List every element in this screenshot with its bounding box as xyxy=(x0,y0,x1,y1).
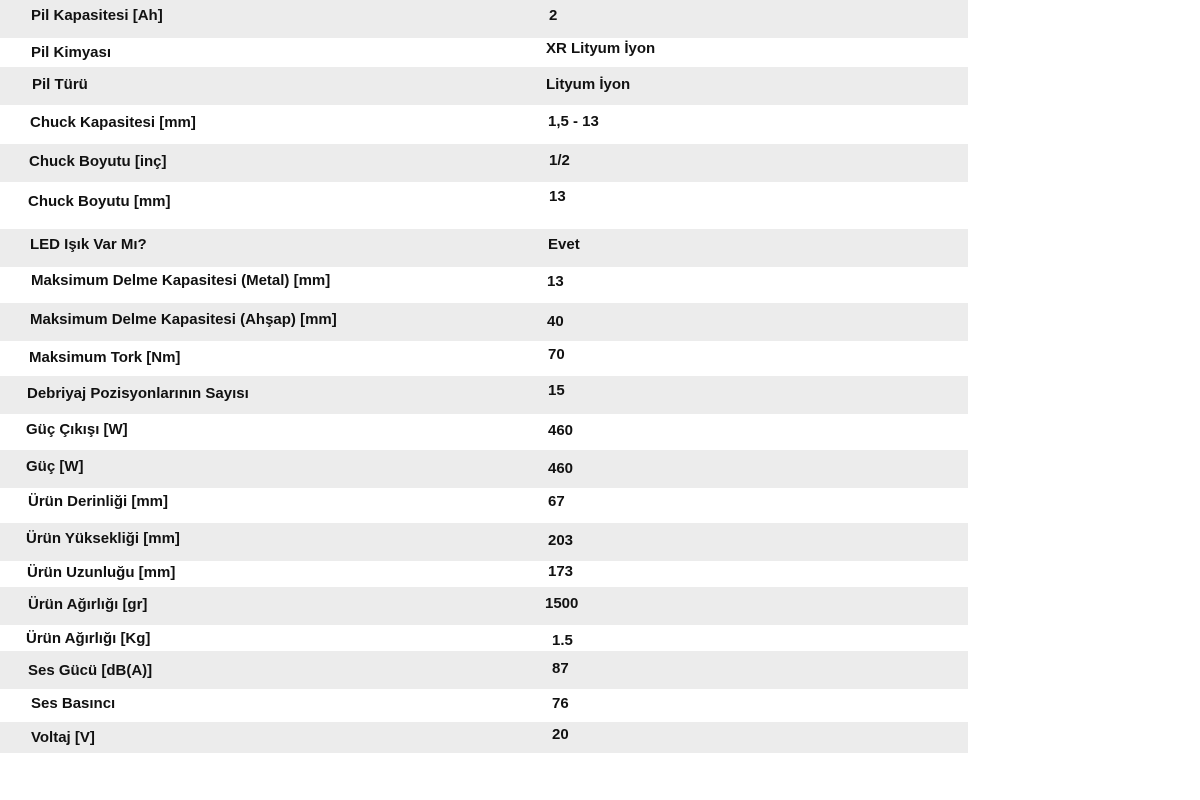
spec-value: 460 xyxy=(548,422,574,439)
spec-value: 15 xyxy=(548,382,565,399)
spec-value: 1500 xyxy=(545,595,579,612)
spec-row-urun-yuksekligi xyxy=(0,523,968,561)
spec-label: Ses Basıncı xyxy=(31,695,116,712)
spec-value: 13 xyxy=(547,273,564,290)
spec-row-urun-agirligi-gr xyxy=(0,587,968,625)
spec-row-urun-uzunlugu xyxy=(0,561,968,587)
spec-row-guc-cikisi xyxy=(0,414,968,450)
spec-value: 460 xyxy=(548,460,574,477)
spec-label: Pil Kimyası xyxy=(31,44,112,61)
spec-value: 67 xyxy=(548,493,565,510)
spec-label: Pil Kapasitesi [Ah] xyxy=(31,7,163,24)
spec-label: LED Işık Var Mı? xyxy=(30,236,147,253)
spec-value: 40 xyxy=(547,313,564,330)
spec-row-delme-metal xyxy=(0,267,968,303)
spec-value: 70 xyxy=(548,346,565,363)
spec-label: Debriyaj Pozisyonlarının Sayısı xyxy=(27,385,249,402)
spec-value: 1/2 xyxy=(549,152,570,169)
spec-label: Güç Çıkışı [W] xyxy=(26,421,128,438)
spec-value: 173 xyxy=(548,563,574,580)
spec-label: Chuck Kapasitesi [mm] xyxy=(30,114,196,131)
spec-row-debriyaj xyxy=(0,376,968,414)
spec-label: Voltaj [V] xyxy=(31,729,95,746)
spec-value: 203 xyxy=(548,532,574,549)
spec-label: Pil Türü xyxy=(32,76,88,93)
spec-row-pil-turu xyxy=(0,67,968,105)
spec-row-pil-kimyasi xyxy=(0,38,968,67)
spec-value: 1.5 xyxy=(552,632,573,649)
spec-label: Ürün Yüksekliği [mm] xyxy=(26,530,180,547)
spec-value: 13 xyxy=(549,188,566,205)
spec-value: 1,5 - 13 xyxy=(548,113,599,130)
spec-value: 87 xyxy=(552,660,569,677)
spec-row-urun-derinligi xyxy=(0,488,968,523)
spec-label: Ürün Uzunluğu [mm] xyxy=(27,564,176,581)
spec-label: Ürün Derinliği [mm] xyxy=(28,493,169,510)
spec-label: Maksimum Delme Kapasitesi (Ahşap) [mm] xyxy=(30,311,337,328)
spec-label: Güç [W] xyxy=(26,458,84,475)
spec-label: Chuck Boyutu [inç] xyxy=(29,153,167,170)
spec-value: Lityum İyon xyxy=(546,76,631,93)
spec-label: Maksimum Delme Kapasitesi (Metal) [mm] xyxy=(31,272,331,289)
spec-value: 2 xyxy=(549,7,558,24)
spec-row-guc xyxy=(0,450,968,488)
spec-label: Maksimum Tork [Nm] xyxy=(29,349,181,366)
spec-row-ses-gucu xyxy=(0,651,968,689)
spec-row-led-isik xyxy=(0,229,968,267)
spec-label: Ses Gücü [dB(A)] xyxy=(28,662,153,679)
spec-value: 76 xyxy=(552,695,569,712)
spec-row-pil-kapasitesi xyxy=(0,0,968,38)
spec-row-chuck-boyutu-mm xyxy=(0,182,968,229)
spec-value: Evet xyxy=(548,236,580,253)
spec-label: Ürün Ağırlığı [Kg] xyxy=(26,630,151,647)
spec-row-voltaj xyxy=(0,722,968,753)
spec-value: 20 xyxy=(552,726,569,743)
spec-row-chuck-boyutu-inc xyxy=(0,144,968,182)
spec-row-ses-basinci xyxy=(0,689,968,722)
spec-row-urun-agirligi-kg xyxy=(0,625,968,651)
spec-label: Chuck Boyutu [mm] xyxy=(28,193,171,210)
spec-row-maksimum-tork xyxy=(0,341,968,376)
spec-value: XR Lityum İyon xyxy=(546,40,656,57)
spec-label: Ürün Ağırlığı [gr] xyxy=(28,596,148,613)
spec-row-delme-ahsap xyxy=(0,303,968,341)
spec-row-chuck-kapasitesi xyxy=(0,105,968,144)
